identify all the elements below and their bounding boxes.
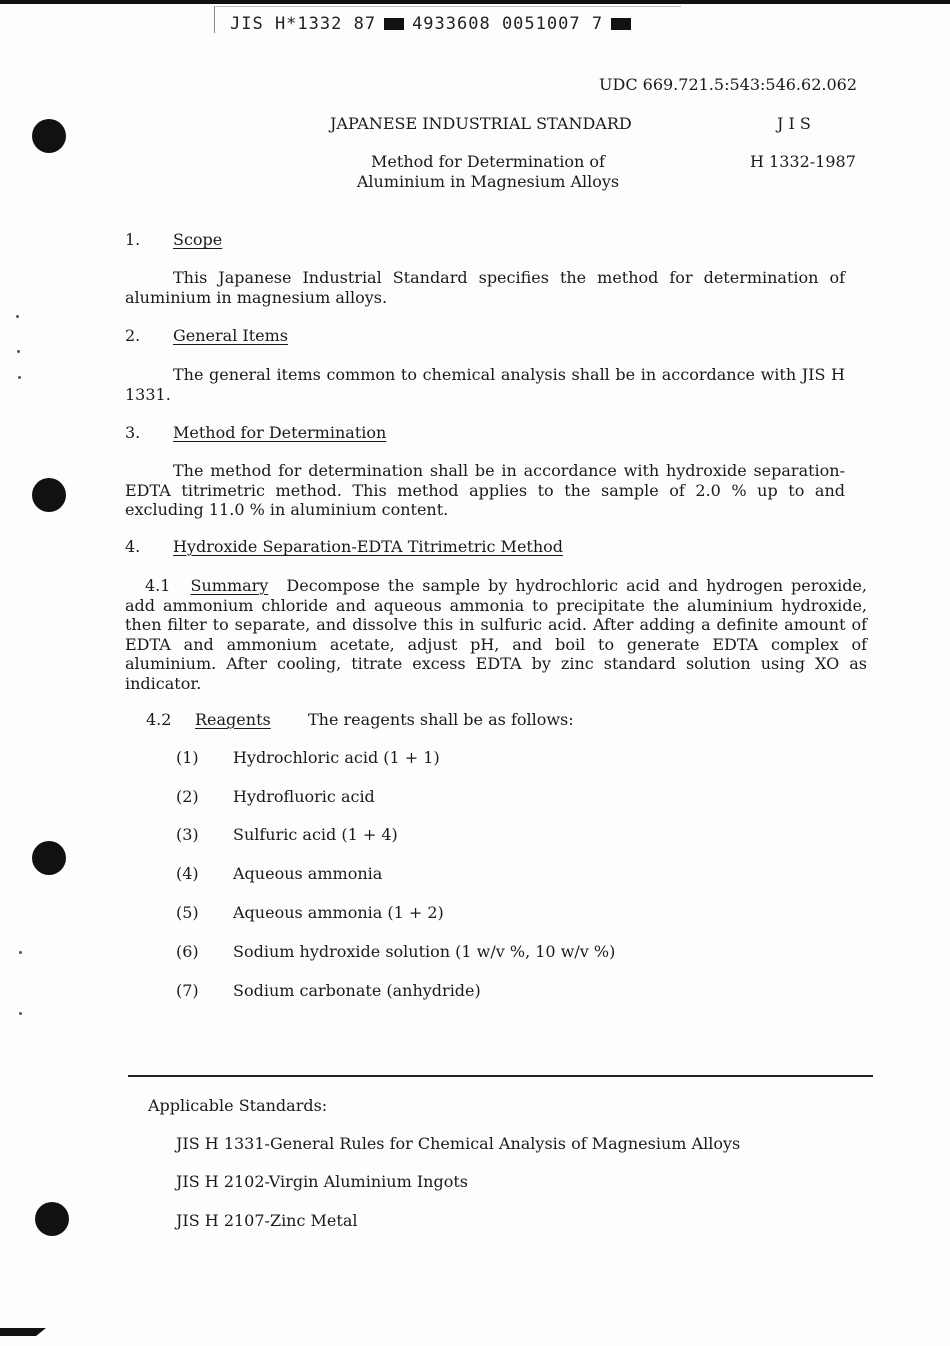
title-line-1: Method for Determination of (371, 152, 605, 171)
udc-number: UDC 669.721.5:543:546.62.062 (599, 75, 857, 94)
summary-paragraph (125, 576, 867, 693)
list-item-number: (1) (176, 748, 199, 767)
punch-hole (35, 1202, 69, 1236)
section-title-general-items: General Items (173, 326, 289, 345)
scan-speck (19, 1012, 22, 1015)
section-number: 3. (125, 423, 141, 442)
list-item-number: (6) (176, 942, 199, 961)
scan-speck (17, 350, 20, 353)
catalog-code-part2: 4933608 0051007 7 (412, 14, 604, 34)
top-edge-bar (0, 0, 950, 4)
scan-edge-mark (0, 1328, 46, 1336)
list-item: Hydrochloric acid (1 + 1) (233, 748, 440, 767)
section-title-scope: Scope (173, 230, 223, 249)
punch-hole (32, 119, 66, 153)
applicable-standard-item: JIS H 2102-Virgin Aluminium Ingots (176, 1172, 468, 1191)
scan-speck (19, 951, 22, 954)
list-item: Sulfuric acid (1 + 4) (233, 825, 398, 844)
applicable-standard-item: JIS H 1331-General Rules for Chemical Analysis of Magnesium Alloys (176, 1134, 741, 1153)
punch-hole (32, 478, 66, 512)
catalog-code (230, 14, 639, 34)
scan-speck (18, 376, 21, 379)
jis-label: J I S (777, 114, 811, 133)
standard-number: H 1332-1987 (750, 152, 856, 171)
section-number: 1. (125, 230, 141, 249)
list-item-number: (2) (176, 787, 199, 806)
subsection-number: 4.1 (145, 576, 171, 595)
applicable-standard-item: JIS H 2107-Zinc Metal (176, 1211, 358, 1230)
section-number: 4. (125, 537, 141, 556)
barcode-block (611, 18, 631, 30)
reagents-intro: The reagents shall be as follows: (308, 710, 574, 729)
title-line-2: Aluminium in Magnesium Alloys (356, 172, 620, 191)
section-text-scope: This Japanese Industrial Standard specifies the method for determination of aluminium in magnesium alloys. (125, 268, 845, 307)
standard-body: JAPANESE INDUSTRIAL STANDARD (330, 114, 632, 133)
section-text-method: The method for determination shall be in accordance with hydroxide separation-EDTA titrimetric method. This method applies to the sample of 2.0 % up to and excluding 11.0 % in aluminium content. (125, 461, 845, 519)
barcode-block (384, 18, 404, 30)
list-item: Sodium carbonate (anhydride) (233, 981, 481, 1000)
subsection-title-summary: Summary (190, 576, 269, 595)
applicable-standards-heading: Applicable Standards: (148, 1096, 328, 1115)
subsection-number: 4.2 (146, 710, 172, 729)
list-item: Sodium hydroxide solution (1 w/v %, 10 w/v %) (233, 942, 616, 961)
list-item-number: (7) (176, 981, 199, 1000)
footnote-divider (128, 1075, 873, 1077)
summary-text: Decompose the sample by hydrochloric acid and hydrogen peroxide, add ammonium chloride and aqueous ammonia to precipitate the aluminium hydroxide, then filter to separate, and dissolve this in sulfuric acid. After adding a definite amount of EDTA and ammonium acetate, adjust pH, and boil to generate EDTA complex of aluminium. After cooling, titrate excess EDTA by zinc standard solution using XO as indicator. (125, 576, 867, 693)
subsection-title-reagents: Reagents (195, 710, 271, 729)
punch-hole (32, 841, 66, 875)
list-item: Aqueous ammonia (233, 864, 383, 883)
section-number: 2. (125, 326, 141, 345)
catalog-code-part1: JIS H*1332 87 (230, 14, 377, 34)
list-item-number: (5) (176, 903, 199, 922)
list-item: Aqueous ammonia (1 + 2) (233, 903, 444, 922)
list-item-number: (3) (176, 825, 199, 844)
scan-speck (16, 315, 19, 318)
section-title-method: Method for Determination (173, 423, 387, 442)
section-text-general-items: The general items common to chemical analysis shall be in accordance with JIS H 1331. (125, 365, 845, 404)
list-item-number: (4) (176, 864, 199, 883)
section-title-titrimetric: Hydroxide Separation-EDTA Titrimetric Method (173, 537, 564, 556)
list-item: Hydrofluoric acid (233, 787, 375, 806)
